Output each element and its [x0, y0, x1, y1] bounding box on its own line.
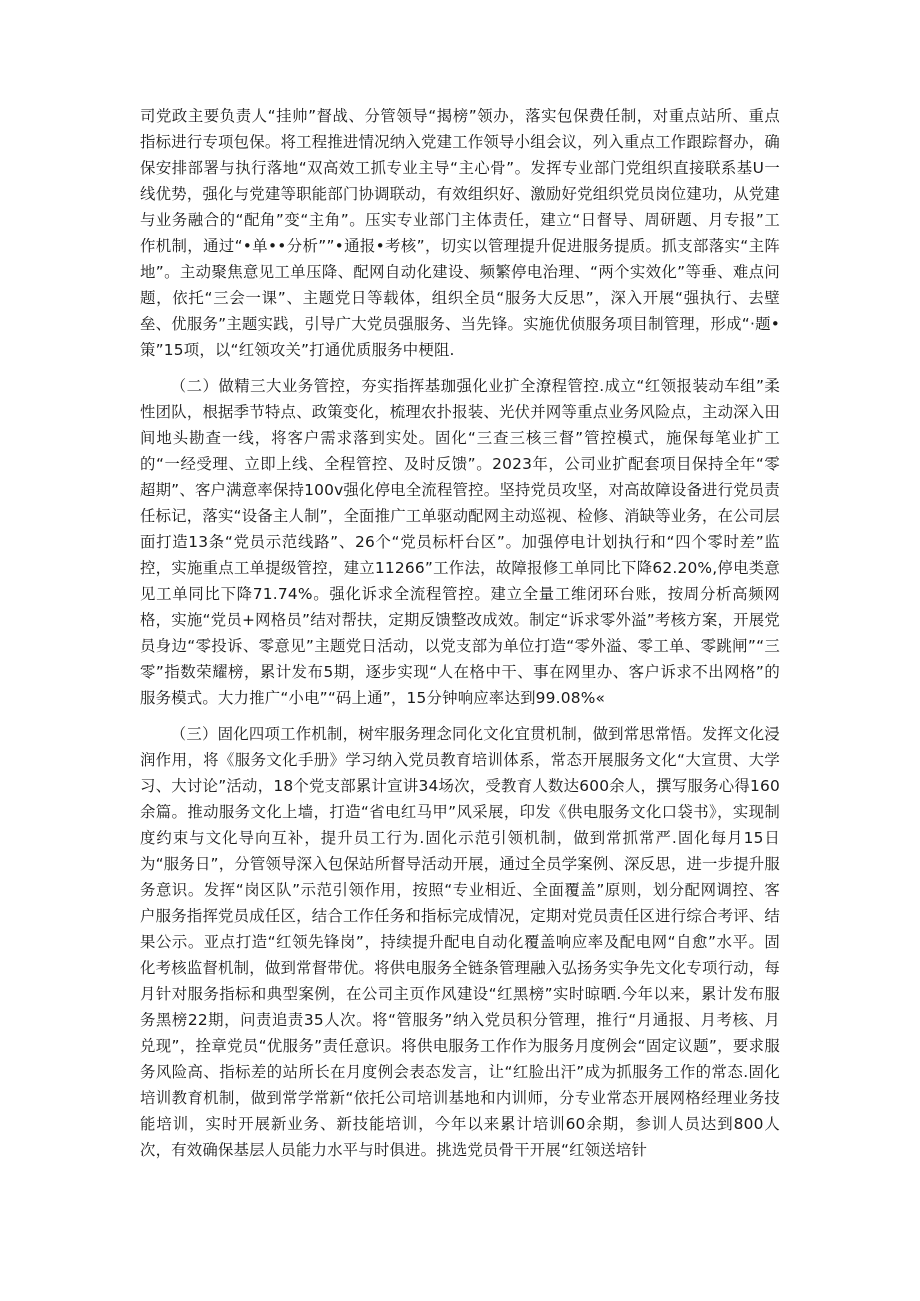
paragraph-section-three: （三）固化四项工作机制，树牢服务理念同化文化宜贯机制，做到常思常悟。发挥文化浸润作用，将《服务文化手册》学习纳入党员教育培训体系，常态开展服务文化“大宣贯、大学习、大讨论”活动，18个党支部累计宣讲34场次，受教育人数达600余人，撰写服务心得160余篇。推动服务文化上墙，打造“省电红马甲”风采展，印发《供电服务文化口袋书》，实现制度约束与文化导向互补，提升员工行为.固化示范引领机制，做到常抓常严.固化每月15日为“服务日”，分管领导深入包保站所督导活动开展，通过全员学案例、深反思，进一步提升服务意识。发挥“岗区队”示范引领作用，按照“专业相近、全面覆盖”原则，划分配网调控、客户服务指挥党员成任区，结合工作任务和指标完成情况，定期对党员责任区进行综合考评、结果公示。亚点打造“红领先锋岗”，持续提升配电自动化覆盖响应率及配电网“自愈”水平。固化考核监督机制，做到常督带优。将供电服务全链条管理融入弘扬务实争先文化专项行动，每月针对服务指标和典型案例，在公司主页作风建设“红黑榜”实时晾晒.今年以来，累计发布服务黑榜22期，问责追责35人次。将“管服务”纳入党员积分管理，推行“月通报、月考核、月兑现”，拴章党员“优服务”责任意识。将供电服务工作作为服务月度例会“固定议题”，要求服务风险高、指标差的站所长在月度例会表态发言，让“红脸出汗”成为抓服务工作的常态.固化培训教育机制，做到常学常新“依托公司培训基地和内训师，分专业常态开展网格经理业务技能培训，实时开展新业务、新技能培训，今年以来累计培训60余期，参训人员达到800人次，有效确保基层人员能力水平与时俱进。挑选党员骨干开展“红领送培针 [140, 725, 780, 1159]
paragraph-continuation: 司党政主要负责人“挂帅”督战、分管领导“揭榜”领办，落实包保费任制，对重点站所、重点指标进行专项包保。将工程推进情况纳入党建工作领导小组会议，列入重点工作跟踪督办，确保安排部署与执行落地“双高效工抓专业主导“主心骨”。发挥专业部门党组织直接联系基U一线优势，强化与党建等职能部门协调联动，有效组织好、激励好党组织党员岗位建功，从党建与业务融合的“配角”变“主角”。压实专业部门主体责任，建立“日督导、周研题、月专报”工作机制，通过“•单••分析””•通报•考核”，切实以管理提升促进服务提质。抓支部落实“主阵地”。主动聚焦意见工单压降、配网自动化建设、频繁停电治理、“两个实效化”等垂、难点问题，依托“三会一课”、主题党日等载体，组织全员“服务大反思”，深入开展“强执行、去壁垒、优服务”主题实践，引导广大党员强服务、当先锋。实施优侦服务项目制管理，形成“·题•策”15项，以“红领攻关”打通优质服务中梗阻. [140, 107, 780, 359]
document-body [140, 103, 780, 1163]
paragraph-section-two: （二）做精三大业务管控，夯实指挥基珈强化业扩全潦程管控.成立“红领报装动车组”柔性团队，根据季节特点、政策变化，梳理农扑报装、光伏并网等重点业务风险点，主动深入田间地头勘查一线，将客户需求落到实处。固化“三查三核三督”管控模式，施保每笔业扩工的“一经受理、立即上线、全程管控、及时反馈”。2023年，公司业扩配套项目保持全年“零超期”、客户满意率保持100v强化停电全流程管控。坚持党员攻坚，对高故障设备进行党员责任标记，落实“设备主人制”，全面推广工单驱动配网主动巡视、检修、消缺等业务，在公司层面打造13条“党员示范线路”、26个“党员标杆台区”。加强停电计划执行和“四个零时差”监控，实施重点工单提级管控，建立11266”工作法，故障报修工单同比下降62.20%,停电类意见工单同比下降71.74%。强化诉求全流程管控。建立全量工维闭环台账，按周分析高频网格，实施“党员+网格员”结对帮扶，定期反馈整改成效。制定“诉求零外溢”考核方案，开展党员身边“零投诉、零意见”主题党日活动，以党支部为单位打造“零外溢、零工单、零跳闸”“三零”指数荣耀榜，累计发布5期，逐步实现“人在格中干、事在网里办、客户诉求不出网格”的服务模式。大力推广“小电”“码上通”，15分钟响应率达到99.08%« [140, 377, 780, 707]
